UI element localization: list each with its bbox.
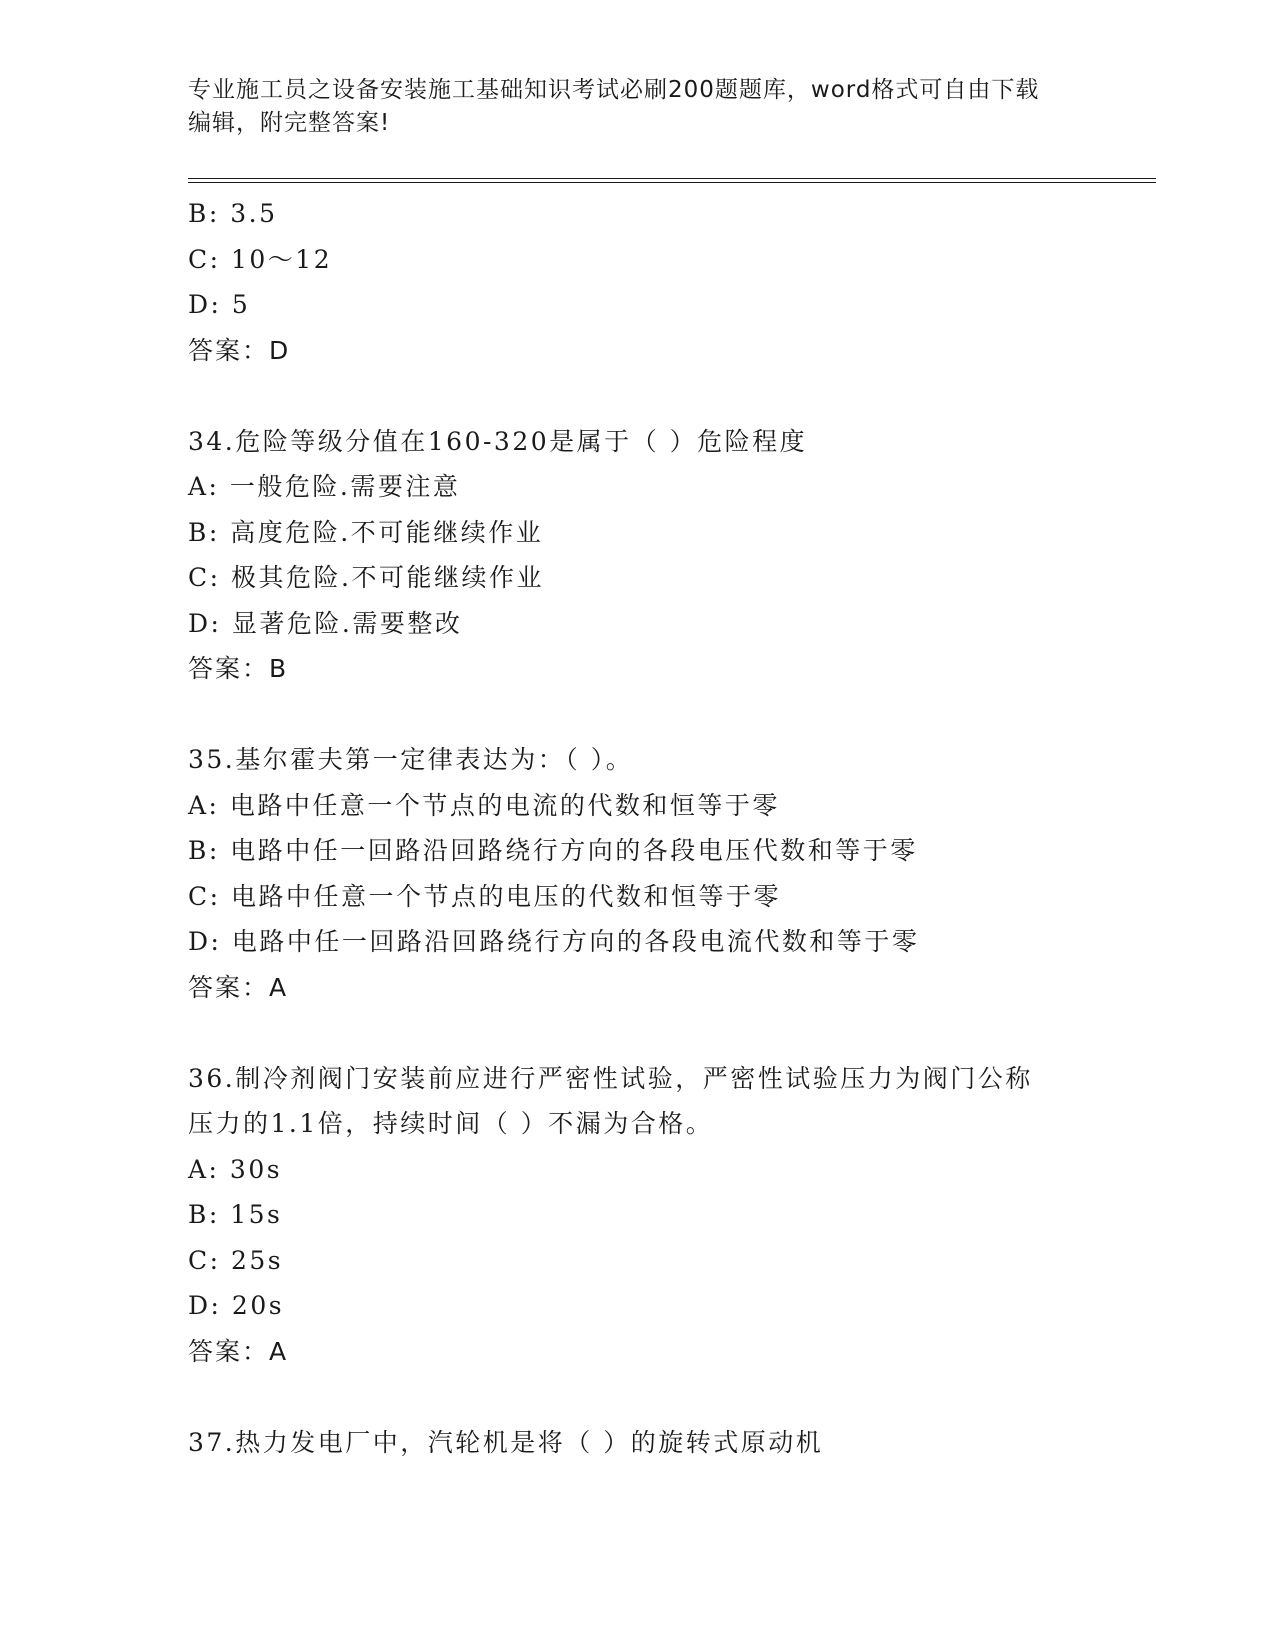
spacer — [188, 1010, 1148, 1056]
option-c: C: 极其危险.不可能继续作业 — [188, 563, 544, 592]
option-d: D: 20s — [188, 1291, 285, 1320]
spacer — [188, 1374, 1148, 1420]
question-36 — [188, 1056, 1148, 1375]
option-c: C: 电路中任意一个节点的电压的代数和恒等于零 — [188, 881, 781, 911]
question-stem: 34.危险等级分值在160-320是属于（ ）危险程度 — [188, 426, 808, 456]
answer-line: 答案：A — [188, 972, 289, 1002]
answer-line: 答案：B — [188, 654, 289, 683]
document-body — [188, 191, 1148, 1465]
question-35 — [188, 737, 1148, 1010]
header-line-1: 专业施工员之设备安装施工基础知识考试必刷200题题库，word格式可自由下载 — [188, 77, 1040, 103]
question-stem-line-2: 压力的1.1倍，持续时间（ ）不漏为合格。 — [188, 1109, 714, 1138]
question-33-continued — [188, 191, 1148, 373]
option-b: B: 3.5 — [188, 199, 278, 228]
header-divider — [188, 178, 1156, 183]
option-c: C: 25s — [188, 1245, 284, 1275]
question-stem: 37.热力发电厂中，汽轮机是将（ ）的旋转式原动机 — [188, 1427, 824, 1457]
option-b: B: 高度危险.不可能继续作业 — [188, 517, 544, 547]
answer-line: 答案：D — [188, 335, 291, 365]
option-c: C: 10～12 — [188, 244, 333, 274]
question-stem: 35.基尔霍夫第一定律表达为：（ ）。 — [188, 745, 634, 774]
option-a: A: 电路中任意一个节点的电流的代数和恒等于零 — [188, 790, 780, 820]
option-b: B: 15s — [188, 1200, 283, 1229]
question-37 — [188, 1420, 1148, 1466]
option-d: D: 电路中任一回路沿回路绕行方向的各段电流代数和等于零 — [188, 927, 920, 956]
option-a: A: 一般危险.需要注意 — [188, 472, 461, 501]
spacer — [188, 692, 1148, 738]
page-header — [188, 74, 1088, 140]
question-stem-line-1: 36.制冷剂阀门安装前应进行严密性试验，严密性试验压力为阀门公称 — [188, 1063, 1033, 1093]
spacer — [188, 373, 1148, 419]
header-line-2: 编辑，附完整答案! — [188, 110, 391, 136]
question-34 — [188, 419, 1148, 692]
option-a: A: 30s — [188, 1154, 283, 1184]
option-d: D: 5 — [188, 290, 251, 319]
answer-line: 答案：A — [188, 1336, 289, 1366]
option-d: D: 显著危险.需要整改 — [188, 608, 463, 638]
option-b: B: 电路中任一回路沿回路绕行方向的各段电压代数和等于零 — [188, 836, 918, 865]
